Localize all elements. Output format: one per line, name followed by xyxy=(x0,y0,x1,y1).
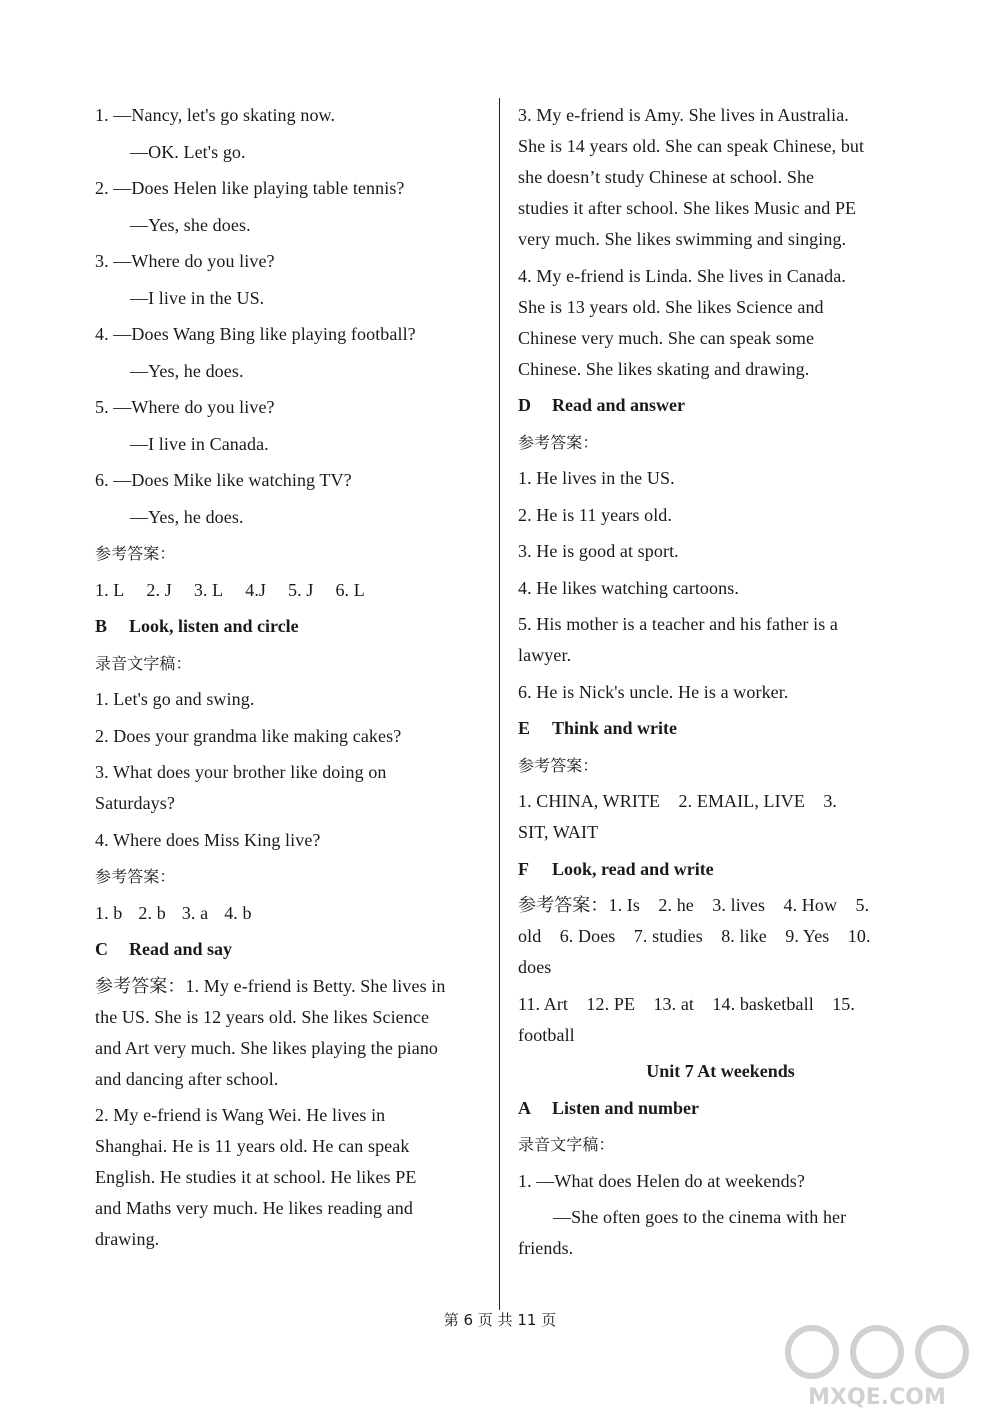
paragraph-line: 参考答案：1. My e-friend is Betty. She lives in xyxy=(95,975,446,996)
watermark-logo xyxy=(782,1320,972,1410)
dialogue-question: 2. —Does Helen like playing table tennis? xyxy=(95,178,405,198)
dialogue-question: 5. —Where do you live? xyxy=(95,397,275,417)
dialogue-question: 1. —Nancy, let's go skating now. xyxy=(95,105,336,125)
answer-item: 2. b xyxy=(138,902,166,923)
script-label: 录音文字稿： xyxy=(518,1135,615,1154)
paragraph-line: She is 13 years old. She likes Science and xyxy=(518,296,824,317)
dialogue-answer: —I live in Canada. xyxy=(130,433,269,454)
dialogue-answer: —Yes, she does. xyxy=(130,214,251,235)
answer-row-a xyxy=(95,575,487,606)
section-title: Read and answer xyxy=(552,395,686,415)
paragraph-line: very much. She likes swimming and singing. xyxy=(518,229,847,249)
dialogue-question: 1. —What does Helen do at weekends? xyxy=(518,1170,805,1191)
right-column xyxy=(518,100,913,1270)
answer-line: 6. He is Nick's uncle. He is a worker. xyxy=(518,681,789,702)
answer-item: 5. J xyxy=(288,579,314,600)
answer-row-b xyxy=(95,898,487,929)
script-line: 3. What does your brother like doing on xyxy=(95,762,387,782)
answer-line: 1. He lives in the US. xyxy=(518,468,675,488)
paragraph-line: she doesn’t study Chinese at school. She xyxy=(518,167,815,187)
answer-item: 1. b xyxy=(95,902,123,923)
dialogue-answer: —OK. Let's go. xyxy=(130,141,246,162)
answer-line: 参考答案：1. Is 2. he 3. lives 4. How 5. xyxy=(518,895,870,915)
script-label: 录音文字稿： xyxy=(95,653,192,673)
left-column xyxy=(95,100,487,1261)
answer-line: does xyxy=(518,957,552,977)
section-letter: A xyxy=(518,1097,531,1118)
column-divider xyxy=(499,98,500,1310)
answer-line: 5. His mother is a teacher and his father is a xyxy=(518,614,838,634)
answer-label: 参考答案： xyxy=(95,867,176,886)
answer-line: 1. CHINA, WRITE 2. EMAIL, LIVE 3. xyxy=(518,791,838,811)
dialogue-question: 6. —Does Mike like watching TV? xyxy=(95,470,352,490)
section-heading-e xyxy=(518,713,913,744)
section-heading-b xyxy=(95,611,487,642)
section-heading-d xyxy=(518,390,913,421)
answer-line: 2. He is 11 years old. xyxy=(518,504,673,525)
paragraph-line: drawing. xyxy=(95,1229,160,1249)
paragraph-line: 3. My e-friend is Amy. She lives in Australia. xyxy=(518,105,849,125)
dialogue-list xyxy=(95,100,487,533)
paragraph-line: and dancing after school. xyxy=(95,1068,279,1089)
answer-item: 2. J xyxy=(146,579,172,600)
answer-line: 4. He likes watching cartoons. xyxy=(518,577,739,598)
section-heading-f xyxy=(518,854,913,885)
paragraph-line: 4. My e-friend is Linda. She lives in Canada. xyxy=(518,265,846,286)
answer-item: 3. a xyxy=(181,902,209,923)
answer-line: old 6. Does 7. studies 8. like 9. Yes 10. xyxy=(518,926,871,946)
answer-line: SIT, WAIT xyxy=(518,822,599,842)
script-line: 4. Where does Miss King live? xyxy=(95,829,321,850)
paragraph-line: English. He studies it at school. He likes PE xyxy=(95,1167,417,1187)
paragraph-line: studies it after school. She likes Music and PE xyxy=(518,198,857,218)
answer-line: football xyxy=(518,1024,575,1045)
dialogue-answer: friends. xyxy=(518,1238,574,1258)
section-letter: C xyxy=(95,939,108,959)
answer-item: 1. L xyxy=(95,579,125,600)
section-title: Look, listen and circle xyxy=(129,616,299,636)
dialogue-answer: —Yes, he does. xyxy=(130,360,244,381)
section-letter: B xyxy=(95,616,108,636)
section-title: Think and write xyxy=(552,718,678,738)
section-letter: D xyxy=(518,395,531,415)
section-letter: F xyxy=(518,858,529,879)
watermark-text: MXQE.COM xyxy=(808,1385,946,1410)
unit-title: Unit 7 At weekends xyxy=(646,1061,795,1081)
section-heading-c xyxy=(95,934,487,965)
answer-item: 6. L xyxy=(335,579,365,600)
answer-item: 4.J xyxy=(245,579,267,600)
section-title: Read and say xyxy=(129,939,233,959)
paragraph-line: Chinese. She likes skating and drawing. xyxy=(518,358,810,379)
answer-label: 参考答案： xyxy=(95,544,176,563)
section-title: Listen and number xyxy=(552,1097,700,1118)
page-footer: 第 6 页 共 11 页 xyxy=(443,1311,557,1329)
section-heading-a xyxy=(518,1093,913,1124)
dialogue-answer: —Yes, he does. xyxy=(130,506,244,527)
dialogue-question: 3. —Where do you live? xyxy=(95,251,275,271)
answer-label: 参考答案： xyxy=(518,755,599,775)
answer-label: 参考答案： xyxy=(518,432,599,452)
section-letter: E xyxy=(518,718,531,738)
script-line: 2. Does your grandma like making cakes? xyxy=(95,725,402,746)
answer-line: 11. Art 12. PE 13. at 14. basketball 15. xyxy=(518,993,856,1014)
section-title: Look, read and write xyxy=(552,858,714,879)
answer-line: 3. He is good at sport. xyxy=(518,541,679,561)
script-line: Saturdays? xyxy=(95,793,175,813)
paragraph-line: She is 14 years old. She can speak Chinese, but xyxy=(518,136,865,156)
paragraph-line: the US. She is 12 years old. She likes Science xyxy=(95,1006,430,1027)
paragraph-line: Chinese very much. She can speak some xyxy=(518,327,815,348)
paragraph-line: and Maths very much. He likes reading and xyxy=(95,1198,414,1218)
dialogue-answer: —I live in the US. xyxy=(130,287,265,308)
answer-item: 4. b xyxy=(224,902,252,923)
script-line: 1. Let's go and swing. xyxy=(95,689,255,709)
paragraph-line: Shanghai. He is 11 years old. He can speak xyxy=(95,1136,410,1156)
paragraph-line: and Art very much. She likes playing the piano xyxy=(95,1037,439,1058)
paragraph-line: 2. My e-friend is Wang Wei. He lives in xyxy=(95,1105,386,1125)
dialogue-question: 4. —Does Wang Bing like playing football? xyxy=(95,324,416,344)
answer-line: lawyer. xyxy=(518,645,572,665)
answer-item: 3. L xyxy=(193,579,224,600)
dialogue-answer: —She often goes to the cinema with her xyxy=(553,1207,847,1227)
